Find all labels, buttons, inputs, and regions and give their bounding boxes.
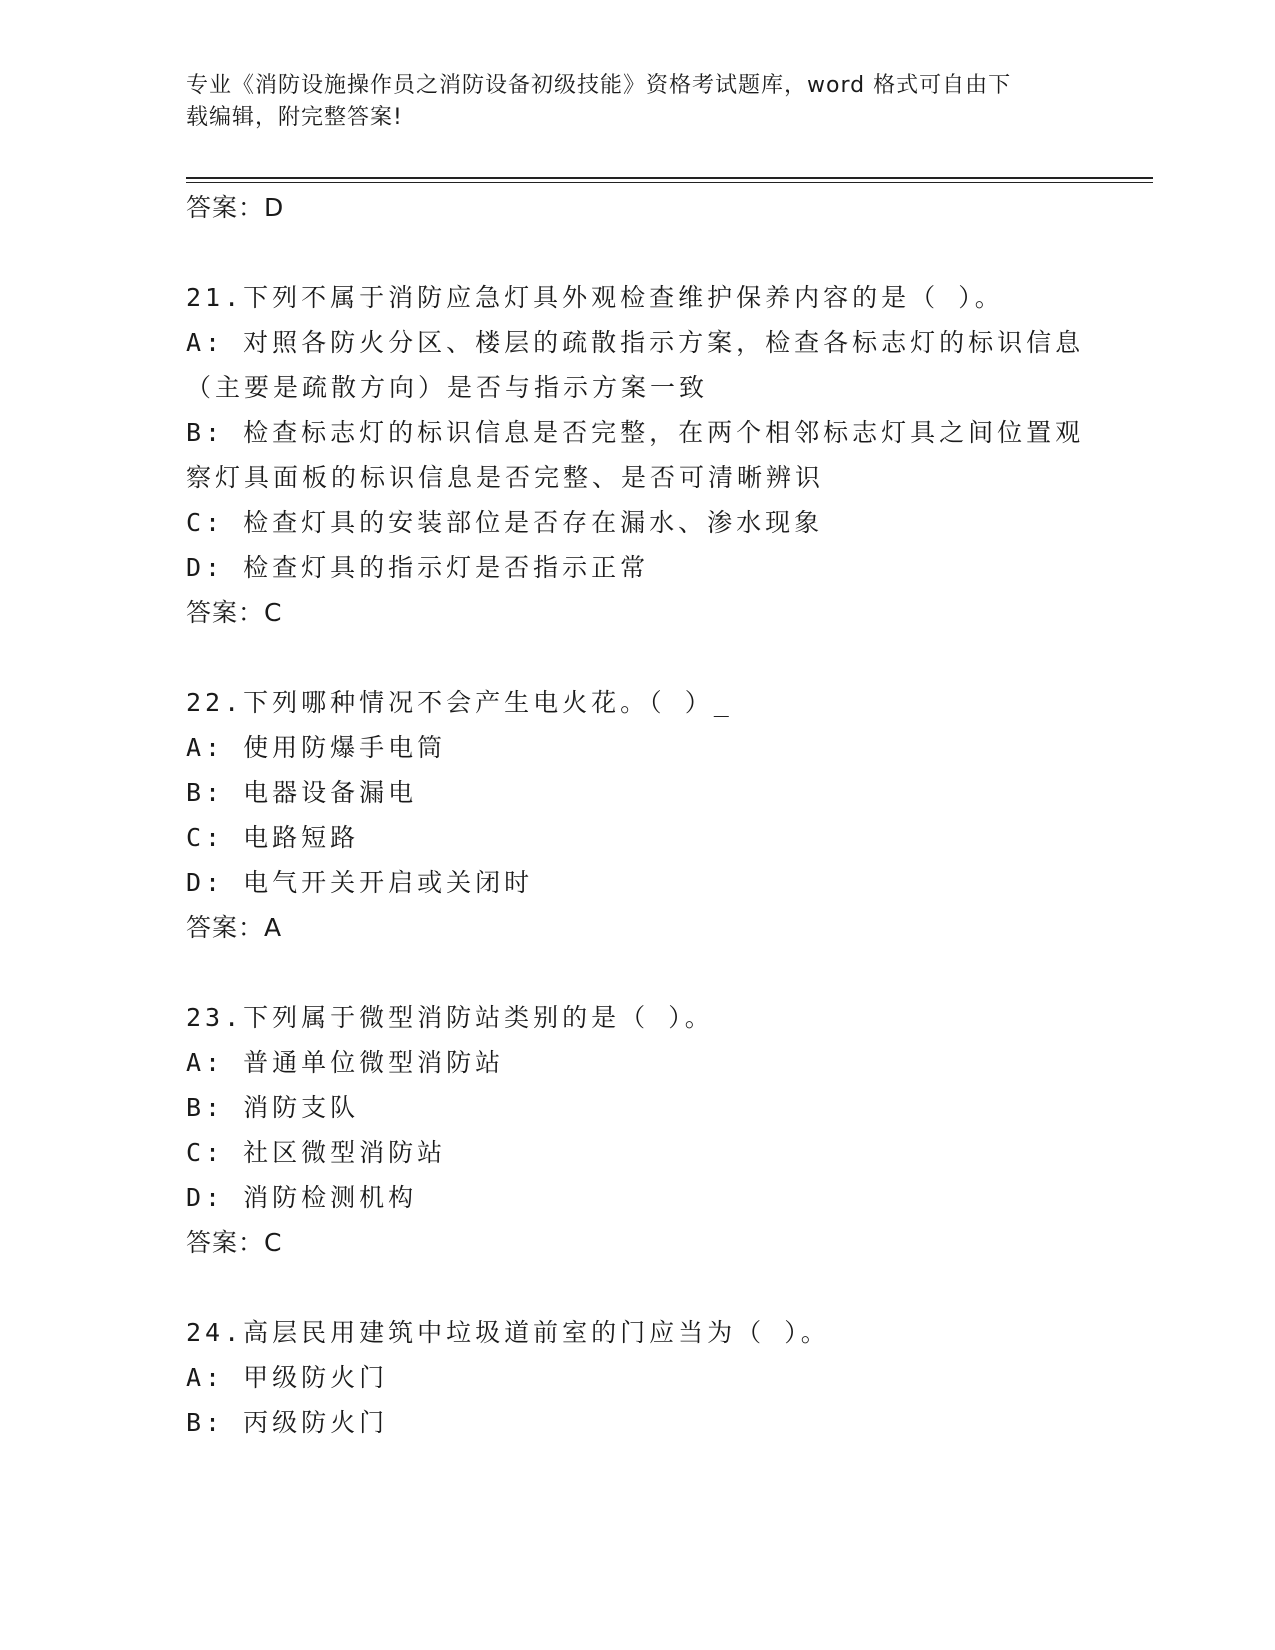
question-block <box>186 995 1086 1266</box>
question-stem: 24.高层民用建筑中垃圾道前室的门应当为（ ）。 <box>186 1318 830 1347</box>
option-line: A: 甲级防火门 <box>186 1363 389 1392</box>
option-line: B: 检查标志灯的标识信息是否完整，在两个相邻标志灯具之间位置观 <box>186 418 1085 447</box>
header-rule-thin <box>186 182 1153 183</box>
header-line-2: 载编辑，附完整答案! <box>186 105 403 130</box>
option-line: C: 社区微型消防站 <box>186 1138 447 1167</box>
answer-line: 答案：C <box>186 1228 283 1257</box>
option-line: C: 电路短路 <box>186 823 360 852</box>
header-rule-thick <box>186 177 1153 179</box>
option-line: B: 消防支队 <box>186 1093 360 1122</box>
option-line: D: 消防检测机构 <box>186 1183 418 1212</box>
option-line: A: 普通单位微型消防站 <box>186 1048 505 1077</box>
question-stem: 22.下列哪种情况不会产生电火花。（ ）_ <box>186 688 733 717</box>
option-line: 察灯具面板的标识信息是否完整、是否可清晰辨识 <box>186 463 825 492</box>
question-spacer <box>186 951 1086 995</box>
question-stem: 23.下列属于微型消防站类别的是（ ）。 <box>186 1003 714 1032</box>
document-header <box>186 70 1086 134</box>
option-line: D: 检查灯具的指示灯是否指示正常 <box>186 553 650 582</box>
question-spacer <box>186 636 1086 680</box>
option-line: C: 检查灯具的安装部位是否存在漏水、渗水现象 <box>186 508 824 537</box>
question-block <box>186 1310 1086 1445</box>
question-list <box>186 185 1086 1445</box>
option-line: B: 电器设备漏电 <box>186 778 418 807</box>
option-line: （主要是疏散方向）是否与指示方案一致 <box>186 373 709 402</box>
option-line: A: 对照各防火分区、楼层的疏散指示方案，检查各标志灯的标识信息 <box>186 328 1085 357</box>
header-line-1: 专业《消防设施操作员之消防设备初级技能》资格考试题库，word 格式可自由下 <box>186 73 1012 98</box>
question-spacer <box>186 1266 1086 1310</box>
answer-line: 答案：D <box>186 193 285 222</box>
answer-line: 答案：C <box>186 598 283 627</box>
question-stem: 21.下列不属于消防应急灯具外观检查维护保养内容的是（ ）。 <box>186 283 1004 312</box>
option-line: D: 电气开关开启或关闭时 <box>186 868 534 897</box>
option-line: B: 丙级防火门 <box>186 1408 389 1437</box>
question-block <box>186 680 1086 951</box>
question-block <box>186 275 1086 636</box>
option-line: A: 使用防爆手电筒 <box>186 733 447 762</box>
answer-line: 答案：A <box>186 913 283 942</box>
question-spacer <box>186 231 1086 275</box>
